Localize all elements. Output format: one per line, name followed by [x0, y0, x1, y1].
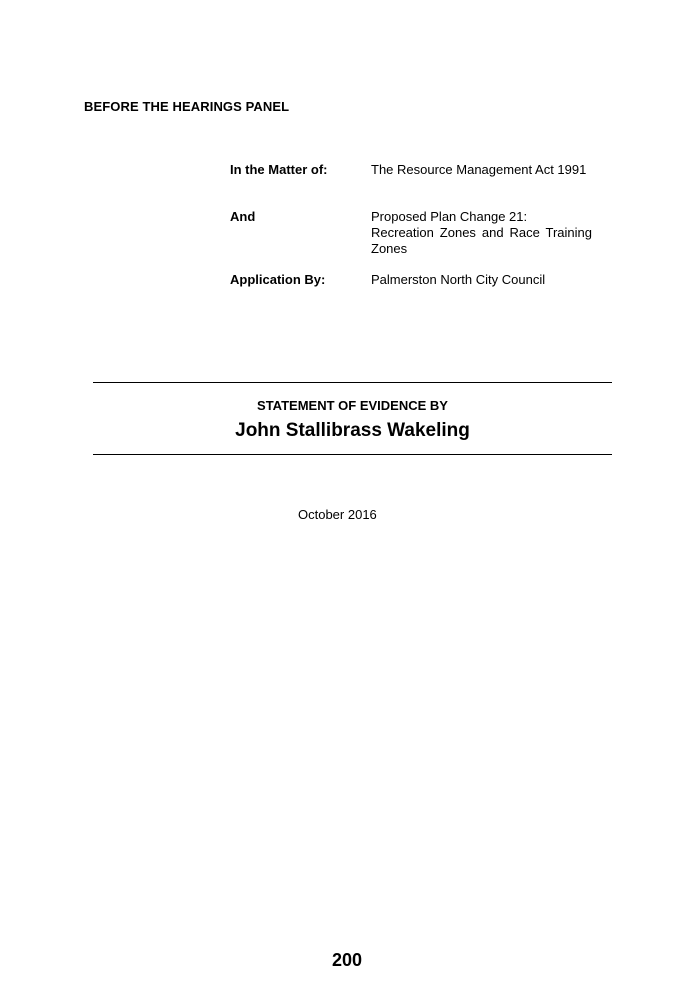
matter-value: The Resource Management Act 1991: [371, 162, 587, 177]
plan-change-line-2: Recreation Zones and Race Training: [371, 225, 592, 240]
and-row: [230, 209, 592, 257]
statement-title: STATEMENT OF EVIDENCE BY: [257, 398, 448, 413]
and-label: And: [230, 209, 256, 224]
witness-name: John Stallibrass Wakeling: [235, 420, 470, 441]
matter-label: In the Matter of:: [230, 162, 328, 177]
bottom-divider: [93, 454, 612, 455]
panel-heading: BEFORE THE HEARINGS PANEL: [84, 99, 290, 114]
plan-change-line-3: Zones: [371, 241, 408, 256]
document-date: October 2016: [298, 507, 377, 522]
plan-change-value: [371, 209, 592, 257]
top-divider: [93, 382, 612, 383]
applicant-label: Application By:: [230, 272, 326, 287]
applicant-row: [230, 272, 592, 288]
applicant-value: Palmerston North City Council: [371, 272, 546, 287]
plan-change-line-1: Proposed Plan Change 21:: [371, 209, 528, 224]
matter-row: [230, 162, 592, 178]
page-number: 200: [331, 950, 363, 970]
matter-details: [230, 162, 592, 288]
